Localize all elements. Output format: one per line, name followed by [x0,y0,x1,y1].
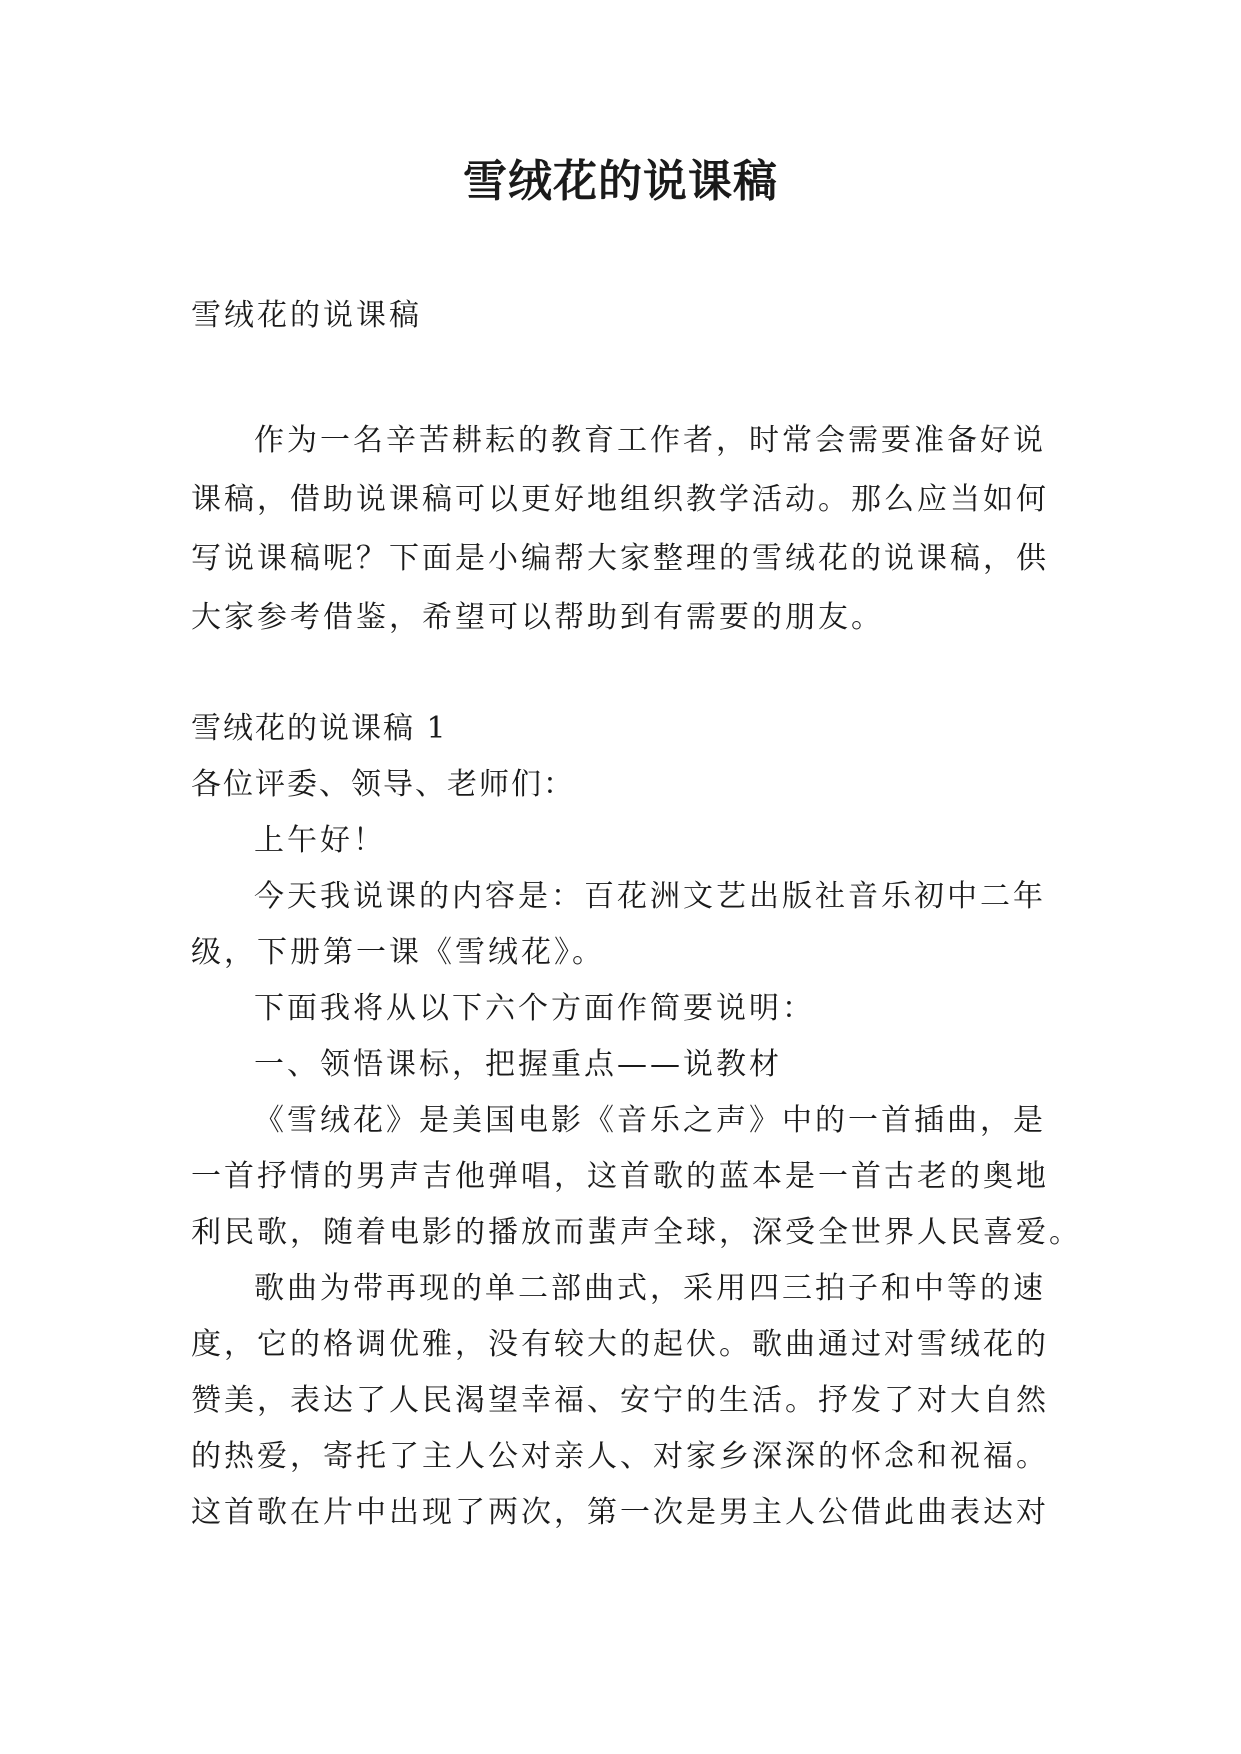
body-line: 的热爱，寄托了主人公对亲人、对家乡深深的怀念和祝福。 [191,1439,1049,1474]
intro-line: 大家参考借鉴，希望可以帮助到有需要的朋友。 [191,600,884,635]
section-heading: 雪绒花的说课稿 1 [191,711,448,746]
greeting: 各位评委、领导、老师们： [191,767,575,802]
intro-paragraph [191,411,1051,647]
body-line: 上午好！ [254,823,386,858]
body-line: 级，下册第一课《雪绒花》。 [191,935,605,970]
intro-line: 写说课稿呢？下面是小编帮大家整理的雪绒花的说课稿，供 [191,541,1049,576]
intro-line: 作为一名辛苦耕耘的教育工作者，时常会需要准备好说 [254,423,1046,458]
body-line: 利民歌，随着电影的播放而蜚声全球，深受全世界人民喜爱。 [191,1215,1082,1250]
body-line: 今天我说课的内容是：百花洲文艺出版社音乐初中二年 [254,879,1046,914]
document-subtitle: 雪绒花的说课稿 [191,298,422,333]
spacer [191,647,1051,701]
body-line: 一首抒情的男声吉他弹唱，这首歌的蓝本是一首古老的奥地 [191,1159,1049,1194]
document-title: 雪绒花的说课稿 [463,156,778,207]
body-line: 一、领悟课标，把握重点——说教材 [254,1047,782,1082]
body-line: 下面我将从以下六个方面作简要说明： [254,991,815,1026]
intro-line: 课稿，借助说课稿可以更好地组织教学活动。那么应当如何 [191,482,1049,517]
body-line: 这首歌在片中出现了两次，第一次是男主人公借此曲表达对 [191,1495,1049,1530]
body-line: 《雪绒花》是美国电影《音乐之声》中的一首插曲，是 [254,1103,1046,1138]
document-body [191,286,1082,1541]
spacer [191,345,1051,401]
body-line: 赞美，表达了人民渴望幸福、安宁的生活。抒发了对大自然 [191,1383,1049,1418]
body-line: 度，它的格调优雅，没有较大的起伏。歌曲通过对雪绒花的 [191,1327,1049,1362]
section-body [191,813,1082,1541]
body-line: 歌曲为带再现的单二部曲式，采用四三拍子和中等的速 [254,1271,1046,1306]
